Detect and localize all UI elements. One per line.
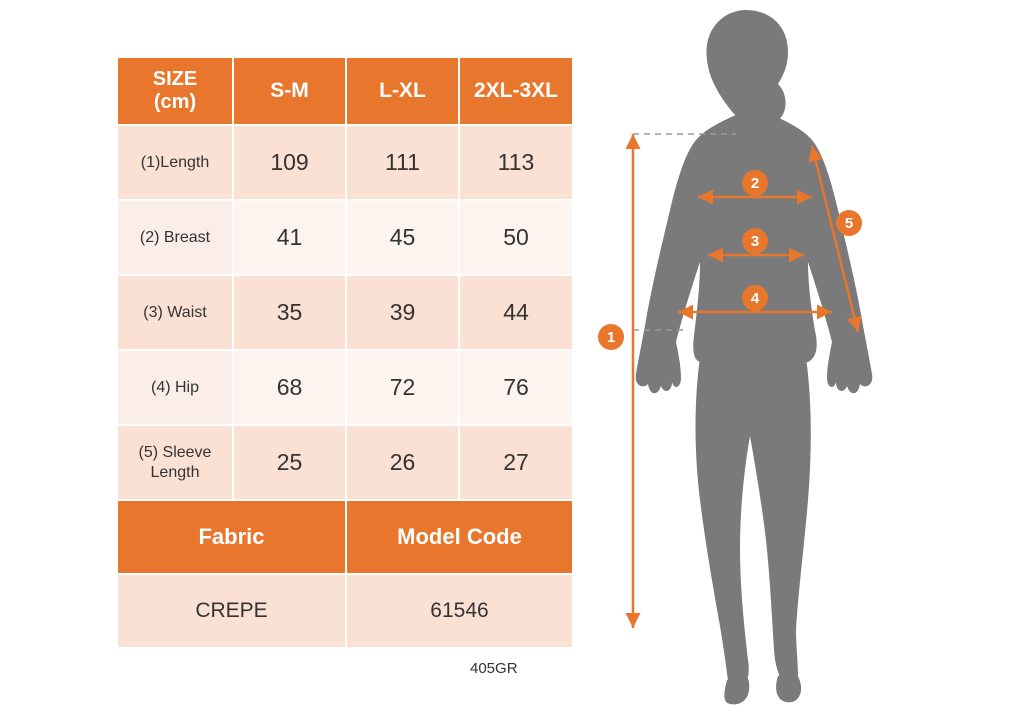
row-label-hip: (4) Hip <box>117 350 233 425</box>
cell-sleeve-sm: 25 <box>233 425 346 500</box>
cell-breast-sm: 41 <box>233 200 346 275</box>
cell-sleeve-lxl: 26 <box>346 425 459 500</box>
footer-value-fabric: CREPE <box>117 574 346 648</box>
table-header-sm: S-M <box>233 57 346 125</box>
table-header-lxl: L-XL <box>346 57 459 125</box>
cell-hip-sm: 68 <box>233 350 346 425</box>
cell-breast-lxl: 45 <box>346 200 459 275</box>
cell-waist-sm: 35 <box>233 275 346 350</box>
cell-length-sm: 109 <box>233 125 346 200</box>
table-row <box>117 200 573 275</box>
badge-5-sleeve: 5 <box>836 210 862 236</box>
table-header-size <box>117 57 233 125</box>
figure-panel <box>590 0 1024 712</box>
table-header-2xl3xl: 2XL-3XL <box>459 57 573 125</box>
cell-length-2xl3xl: 113 <box>459 125 573 200</box>
measurement-figure <box>590 0 1024 712</box>
table-row <box>117 125 573 200</box>
badge-4-hip: 4 <box>742 285 768 311</box>
row-label-length: (1)Length <box>117 125 233 200</box>
table-footer-header-row <box>117 500 573 574</box>
row-label-sleeve-length: (5) Sleeve Length <box>117 425 233 500</box>
cell-waist-2xl3xl: 44 <box>459 275 573 350</box>
model-weight-label: 405GR <box>470 660 518 677</box>
badge-1-length: 1 <box>598 324 624 350</box>
badge-3-waist: 3 <box>742 228 768 254</box>
table-row <box>117 425 573 500</box>
silhouette-icon <box>636 10 873 704</box>
header-size-line1: SIZE <box>152 68 198 90</box>
cell-hip-lxl: 72 <box>346 350 459 425</box>
header-size-line2: (cm) <box>153 91 197 113</box>
row-label-waist: (3) Waist <box>117 275 233 350</box>
table-header-row <box>117 57 573 125</box>
footer-label-model-code: Model Code <box>346 500 573 574</box>
cell-hip-2xl3xl: 76 <box>459 350 573 425</box>
table-row <box>117 350 573 425</box>
table-footer-value-row <box>117 574 573 648</box>
badge-2-breast: 2 <box>742 170 768 196</box>
cell-length-lxl: 111 <box>346 125 459 200</box>
cell-breast-2xl3xl: 50 <box>459 200 573 275</box>
footer-label-fabric: Fabric <box>117 500 346 574</box>
cell-waist-lxl: 39 <box>346 275 459 350</box>
row-label-breast: (2) Breast <box>117 200 233 275</box>
size-table <box>116 56 574 649</box>
cell-sleeve-2xl3xl: 27 <box>459 425 573 500</box>
table-row <box>117 275 573 350</box>
footer-value-model-code: 61546 <box>346 574 573 648</box>
